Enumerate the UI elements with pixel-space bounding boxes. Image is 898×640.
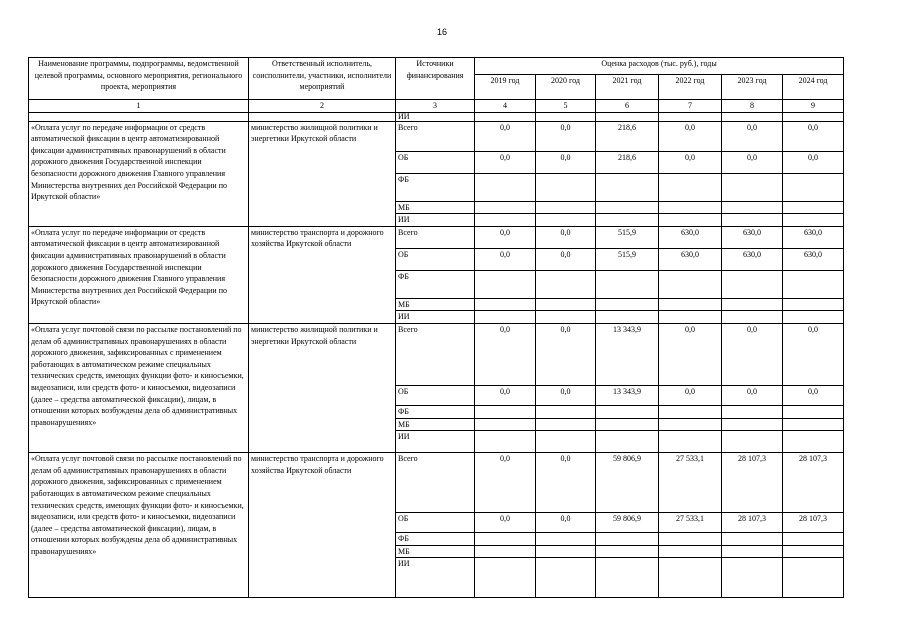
expense-value: 0,0	[475, 121, 536, 151]
expense-value	[783, 270, 844, 298]
expense-value	[596, 418, 659, 431]
expense-value: 515,9	[596, 248, 659, 270]
expense-value	[475, 405, 536, 418]
funding-source: Всего	[396, 121, 475, 151]
expense-value	[722, 214, 783, 227]
expense-value: 0,0	[783, 121, 844, 151]
expense-value	[722, 201, 783, 214]
expense-value: 630,0	[659, 226, 722, 248]
funding-source: Всего	[396, 323, 475, 385]
responsible-executor: министерство жилищной политики и энергетики Иркутской области	[249, 323, 396, 452]
expense-value: 0,0	[475, 323, 536, 385]
expense-value	[659, 173, 722, 201]
expense-value	[596, 431, 659, 453]
expense-value: 28 107,3	[783, 513, 844, 533]
column-number-row	[29, 100, 844, 113]
expense-value: 27 533,1	[659, 513, 722, 533]
expense-value	[722, 533, 783, 546]
table-row	[29, 226, 844, 248]
expense-value	[783, 431, 844, 453]
funding-source: Всего	[396, 226, 475, 248]
funding-source: ОБ	[396, 151, 475, 173]
expense-value	[596, 405, 659, 418]
expense-value	[596, 173, 659, 201]
responsible-executor: министерство транспорта и дорожного хозяйства Иркутской области	[249, 453, 396, 598]
expense-value: 0,0	[475, 151, 536, 173]
expense-value: 630,0	[659, 248, 722, 270]
expense-value	[659, 558, 722, 598]
expense-value	[475, 533, 536, 546]
expense-value	[475, 270, 536, 298]
expense-value: 0,0	[659, 121, 722, 151]
funding-source: ОБ	[396, 385, 475, 405]
expense-value: 0,0	[783, 151, 844, 173]
expense-value: 630,0	[783, 226, 844, 248]
expense-value	[536, 405, 596, 418]
expense-value: 0,0	[475, 248, 536, 270]
header-estimate: Оценка расходов (тыс. руб.), годы	[475, 58, 844, 75]
expense-value	[536, 431, 596, 453]
expense-value	[659, 405, 722, 418]
expense-value	[475, 418, 536, 431]
expense-value	[536, 533, 596, 546]
page-number: 16	[436, 27, 447, 37]
expense-value	[536, 270, 596, 298]
responsible-executor: министерство жилищной политики и энергетики Иркутской области	[249, 121, 396, 226]
column-number: 7	[659, 100, 722, 113]
expense-value	[596, 201, 659, 214]
funding-source: МБ	[396, 298, 475, 311]
expense-value: 515,9	[596, 226, 659, 248]
column-number: 3	[396, 100, 475, 113]
expense-value	[475, 298, 536, 311]
funding-source: ОБ	[396, 248, 475, 270]
activity-name: «Оплата услуг по передаче информации от средств автоматической фиксации в центр автоматизированной фиксации административных правонарушений в области дорожного движения Государственной инспекции безопасности дорожного движения Главного управления Министерства внутренних дел Российской Федерации по Иркутской области»	[29, 121, 249, 226]
expense-value	[596, 533, 659, 546]
expense-value	[783, 545, 844, 558]
expense-value	[475, 201, 536, 214]
value-cell	[475, 112, 536, 121]
expense-value	[783, 173, 844, 201]
expense-value	[475, 311, 536, 324]
expense-value: 59 806,9	[596, 513, 659, 533]
activity-name: «Оплата услуг по передаче информации от средств автоматической фиксации в центр автоматизированной фиксации административных правонарушений в области дорожного движения Государственной инспекции безопасности дорожного движения Главного управления Министерства внутренних дел Российской Федерации по Иркутской области»	[29, 226, 249, 323]
source-cell: ИИ	[396, 112, 475, 121]
column-number: 1	[29, 100, 249, 113]
expense-value	[659, 214, 722, 227]
expense-value: 0,0	[722, 385, 783, 405]
expense-value: 13 343,9	[596, 385, 659, 405]
expense-value	[596, 545, 659, 558]
expense-value: 0,0	[783, 385, 844, 405]
expense-value	[722, 298, 783, 311]
expense-value	[536, 418, 596, 431]
expense-value: 0,0	[536, 385, 596, 405]
expense-value: 630,0	[722, 226, 783, 248]
funding-source: Всего	[396, 453, 475, 513]
expense-value	[659, 298, 722, 311]
expense-value: 630,0	[783, 248, 844, 270]
column-number: 2	[249, 100, 396, 113]
expense-value	[722, 545, 783, 558]
expense-value	[659, 418, 722, 431]
expense-value	[536, 298, 596, 311]
expense-value: 0,0	[722, 121, 783, 151]
expense-value	[596, 270, 659, 298]
budget-table	[28, 57, 844, 598]
expense-value	[536, 214, 596, 227]
expense-value	[596, 311, 659, 324]
expense-value	[783, 418, 844, 431]
name-cell	[29, 112, 249, 121]
expense-value	[659, 545, 722, 558]
expense-value: 0,0	[536, 248, 596, 270]
expense-value	[783, 405, 844, 418]
expense-value	[475, 431, 536, 453]
funding-source: ИИ	[396, 311, 475, 324]
expense-value: 13 343,9	[596, 323, 659, 385]
expense-value	[783, 311, 844, 324]
responsible-cell	[249, 112, 396, 121]
expense-value	[536, 201, 596, 214]
funding-source: ФБ	[396, 405, 475, 418]
expense-value: 59 806,9	[596, 453, 659, 513]
expense-value	[783, 533, 844, 546]
header-year: 2024 год	[783, 75, 844, 100]
expense-value	[659, 533, 722, 546]
expense-value	[536, 545, 596, 558]
expense-value	[596, 214, 659, 227]
expense-value: 0,0	[536, 513, 596, 533]
column-number: 6	[596, 100, 659, 113]
table-row	[29, 323, 844, 385]
expense-value: 0,0	[536, 226, 596, 248]
expense-value	[536, 173, 596, 201]
funding-source: МБ	[396, 545, 475, 558]
funding-source: ИИ	[396, 558, 475, 598]
funding-source: ФБ	[396, 270, 475, 298]
expense-value: 0,0	[475, 226, 536, 248]
expense-value: 0,0	[536, 323, 596, 385]
value-cell	[783, 112, 844, 121]
expense-value	[722, 418, 783, 431]
funding-source: ФБ	[396, 533, 475, 546]
header-year: 2020 год	[536, 75, 596, 100]
expense-value: 0,0	[659, 385, 722, 405]
expense-value: 0,0	[536, 151, 596, 173]
table-row	[29, 112, 844, 121]
funding-source: ОБ	[396, 513, 475, 533]
expense-value: 0,0	[475, 453, 536, 513]
funding-source: ИИ	[396, 214, 475, 227]
header-year: 2023 год	[722, 75, 783, 100]
expense-value	[536, 311, 596, 324]
column-number: 8	[722, 100, 783, 113]
column-number: 9	[783, 100, 844, 113]
expense-value: 0,0	[536, 453, 596, 513]
expense-value	[722, 431, 783, 453]
value-cell	[596, 112, 659, 121]
expense-value	[722, 558, 783, 598]
expense-value	[722, 405, 783, 418]
expense-value	[475, 173, 536, 201]
funding-source: ФБ	[396, 173, 475, 201]
expense-value	[659, 201, 722, 214]
expense-value	[659, 431, 722, 453]
activity-name: «Оплата услуг почтовой связи по рассылке постановлений по делам об административных правонарушениях в области дорожного движения, зафиксированных с применением работающих в автоматическом режиме специальных технических средств, имеющих функции фото- и киносъемки, видеозаписи, или средств фото- и киносъемки, видеозаписи (далее – средства автоматической фиксации), лицам, в отношении которых возбуждены дела об административных правонарушениях»	[29, 323, 249, 452]
expense-value: 28 107,3	[722, 453, 783, 513]
header-name: Наименование программы, подпрограммы, ведомственной целевой программы, основного мероприятия, регионального проекта, мероприятия	[29, 58, 249, 100]
expense-value: 0,0	[783, 323, 844, 385]
header-responsible: Ответственный исполнитель, соисполнители, участники, исполнители мероприятий	[249, 58, 396, 100]
expense-value	[722, 311, 783, 324]
expense-value	[596, 558, 659, 598]
expense-value: 27 533,1	[659, 453, 722, 513]
expense-value: 218,6	[596, 151, 659, 173]
expense-value: 0,0	[475, 513, 536, 533]
expense-value: 0,0	[722, 323, 783, 385]
funding-source: МБ	[396, 418, 475, 431]
expense-value: 0,0	[536, 121, 596, 151]
expense-value: 218,6	[596, 121, 659, 151]
expense-value: 0,0	[475, 385, 536, 405]
value-cell	[536, 112, 596, 121]
header-year: 2021 год	[596, 75, 659, 100]
expense-value: 28 107,3	[722, 513, 783, 533]
table-row	[29, 453, 844, 513]
header-sources: Источники финансирования	[396, 58, 475, 100]
value-cell	[722, 112, 783, 121]
expense-value	[783, 298, 844, 311]
column-number: 4	[475, 100, 536, 113]
table-body	[29, 112, 844, 598]
funding-source: ИИ	[396, 431, 475, 453]
expense-value	[475, 558, 536, 598]
header-year: 2019 год	[475, 75, 536, 100]
column-number: 5	[536, 100, 596, 113]
expense-value	[659, 311, 722, 324]
expense-value	[475, 214, 536, 227]
expense-value: 28 107,3	[783, 453, 844, 513]
expense-value: 0,0	[722, 151, 783, 173]
expense-value	[475, 545, 536, 558]
expense-value	[596, 298, 659, 311]
expense-value: 630,0	[722, 248, 783, 270]
expense-value	[722, 270, 783, 298]
activity-name: «Оплата услуг почтовой связи по рассылке постановлений по делам об административных правонарушениях в области дорожного движения, зафиксированных с применением работающих в автоматическом режиме специальных технических средств, имеющих функции фото- и киносъемки, видеозаписи, или средств фото- и киносъемки, видеозаписи (далее – средства автоматической фиксации), лицам, в отношении которых возбуждены дела об административных правонарушениях»	[29, 453, 249, 598]
expense-value: 0,0	[659, 323, 722, 385]
responsible-executor: министерство транспорта и дорожного хозяйства Иркутской области	[249, 226, 396, 323]
expense-value	[783, 214, 844, 227]
funding-source: МБ	[396, 201, 475, 214]
table-row	[29, 121, 844, 151]
value-cell	[659, 112, 722, 121]
expense-value	[659, 270, 722, 298]
expense-value	[783, 201, 844, 214]
header-year: 2022 год	[659, 75, 722, 100]
expense-value: 0,0	[659, 151, 722, 173]
expense-value	[783, 558, 844, 598]
expense-value	[536, 558, 596, 598]
expense-value	[722, 173, 783, 201]
